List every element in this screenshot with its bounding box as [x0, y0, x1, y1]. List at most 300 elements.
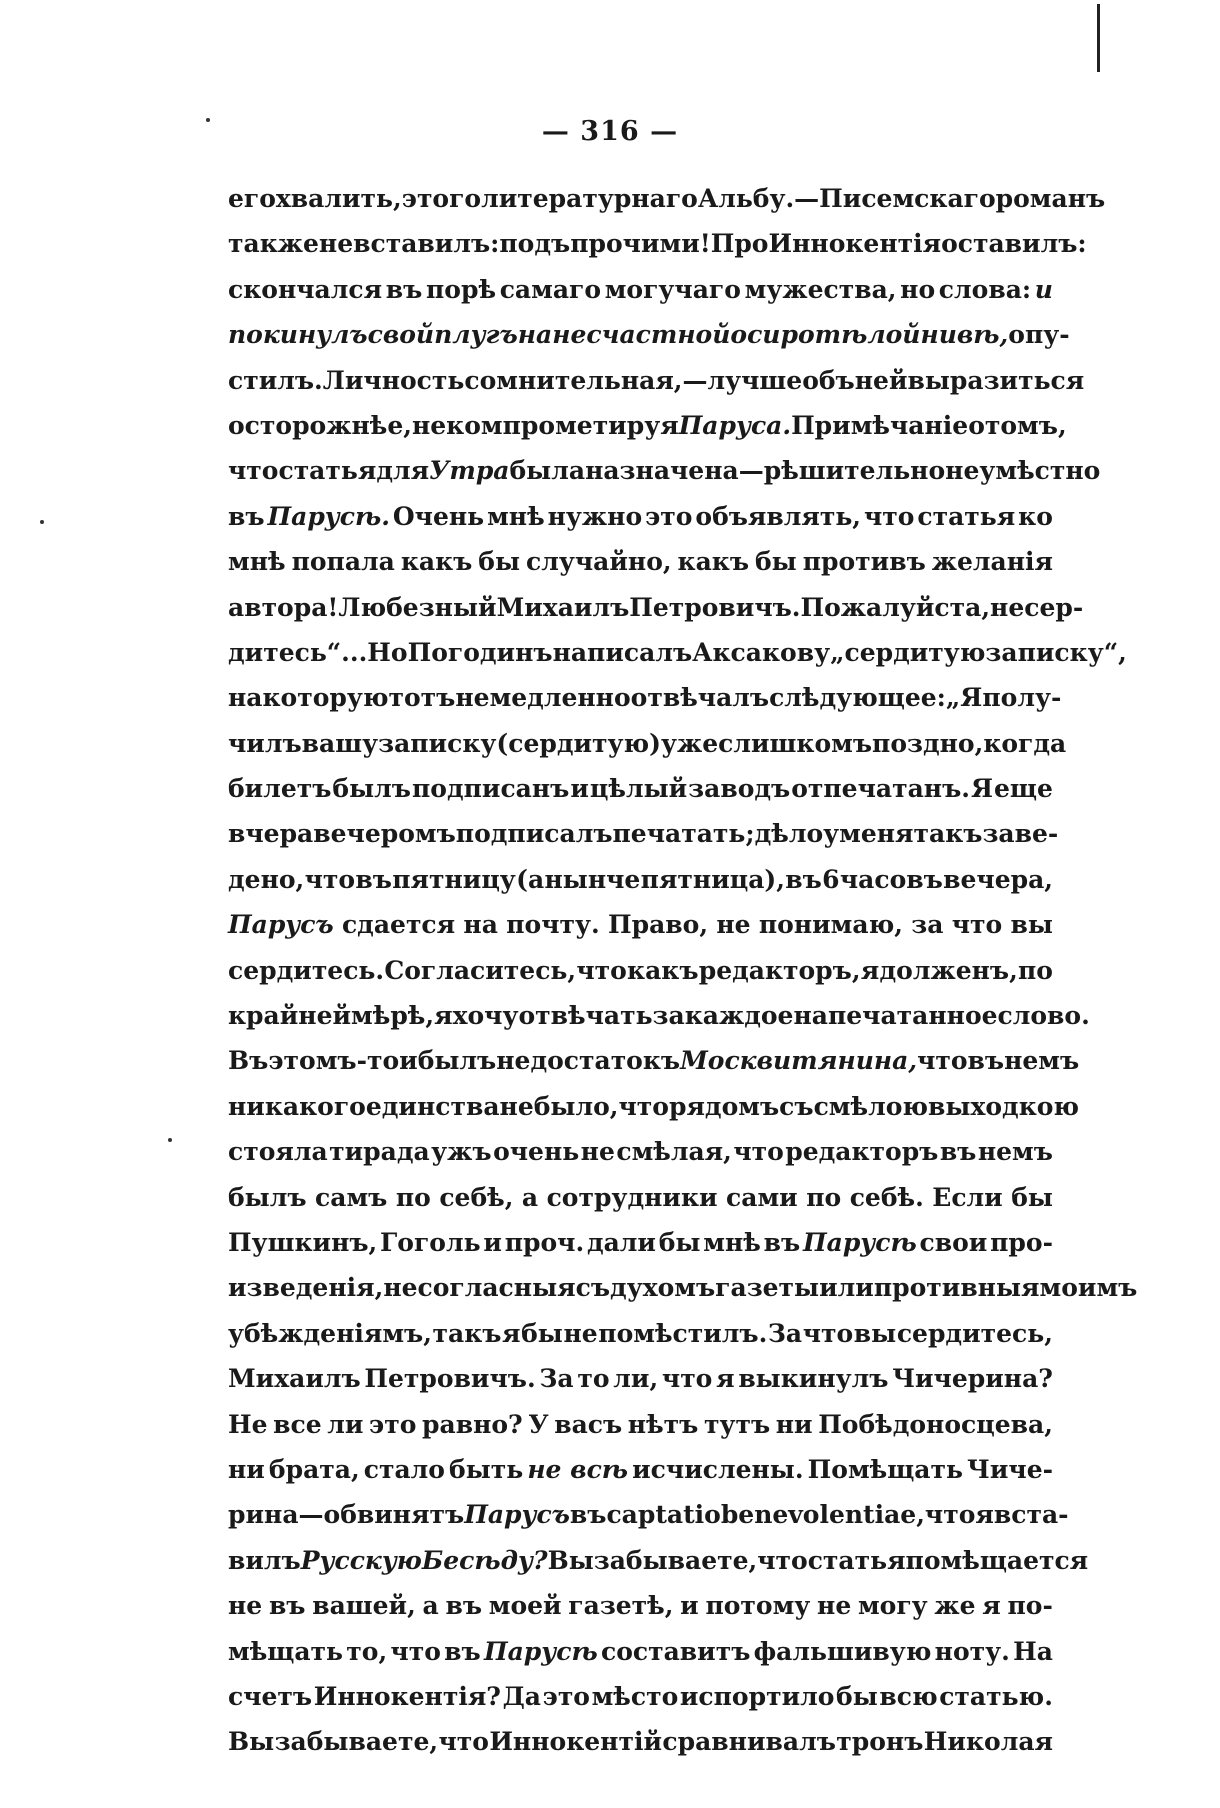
word: смѣлая, [616, 1137, 732, 1167]
word: въ [385, 274, 423, 304]
word: очень [493, 1137, 580, 1167]
word: въ [785, 864, 822, 894]
word: что [390, 1636, 441, 1666]
word: мнѣ [228, 547, 286, 577]
word: стояла [228, 1137, 328, 1167]
word: слово. [997, 1001, 1090, 1031]
word: я [502, 1318, 521, 1348]
word: что [733, 1137, 784, 1167]
word: такъ [913, 819, 983, 849]
word: составитъ [600, 1636, 751, 1666]
word: бы [836, 1681, 878, 1711]
word: была [509, 456, 586, 486]
word: заводъ [688, 774, 791, 804]
word: Погодинъ [407, 637, 553, 667]
word: печатать; [612, 819, 755, 849]
word: то, [346, 1636, 388, 1666]
word: понимаю, [758, 910, 903, 940]
scan-edge-mark [1097, 4, 1100, 72]
word: и [483, 1227, 502, 1257]
word: тутъ [703, 1409, 771, 1439]
word: Петровичъ. [629, 592, 801, 622]
word: За [539, 1364, 574, 1394]
word: тирада [329, 1137, 430, 1167]
word: Парусъ [464, 1500, 570, 1530]
word: и [399, 1046, 418, 1076]
word: я [434, 1001, 453, 1031]
word: могучаго [604, 274, 741, 304]
word: стало [363, 1454, 445, 1484]
word: Парусѣ. [267, 501, 390, 531]
word: Пушкинъ, [228, 1227, 378, 1257]
word: противъ [802, 547, 926, 577]
body-text [228, 184, 1138, 1773]
word: долженъ, [879, 955, 1018, 985]
word: (сердитую) [496, 728, 661, 758]
word: и [1034, 274, 1053, 304]
word: бы [755, 547, 797, 577]
word: вы [853, 1318, 897, 1348]
text-line [228, 1046, 1080, 1091]
word: нѣтъ [627, 1409, 699, 1439]
word: какъ [400, 547, 473, 577]
word: мнѣ [703, 1227, 761, 1257]
word: выразиться [907, 365, 1085, 395]
word: желанія [931, 547, 1053, 577]
word: не [228, 1591, 263, 1621]
word: написалъ [552, 637, 693, 667]
word: или [819, 1273, 874, 1303]
word: компрометируя [446, 410, 679, 440]
word: по [806, 1182, 842, 1212]
word: газеты [715, 1273, 820, 1303]
text-line [228, 683, 1062, 728]
word: по [1018, 955, 1053, 985]
word: смѣлою [813, 1091, 929, 1121]
word: Иннокентій [489, 1727, 662, 1757]
text-line [228, 728, 1067, 774]
word: вашу [301, 728, 379, 758]
text-line [228, 1228, 1053, 1273]
word: крайней [228, 1001, 352, 1031]
word: самъ [315, 1182, 388, 1212]
word: брата, [268, 1454, 360, 1484]
word: что [618, 1091, 669, 1121]
word: на [517, 320, 553, 350]
word: этого [401, 184, 482, 213]
word: уже [661, 728, 719, 758]
word: въ [268, 1591, 306, 1621]
text-line [228, 456, 1101, 501]
word: Пожалуйста, [800, 592, 991, 622]
word: хочу [452, 1001, 519, 1031]
word: все [273, 1409, 322, 1439]
word: свои [919, 1227, 988, 1257]
word: Михаилъ [228, 1364, 361, 1394]
word: выкинулъ [738, 1364, 889, 1394]
word: прочими! [570, 229, 711, 259]
word: въ [445, 1591, 483, 1621]
word: Николая [923, 1727, 1053, 1757]
text-line [228, 910, 1053, 955]
word: что [951, 910, 1003, 940]
word: про- [990, 1227, 1053, 1257]
word: дали [586, 1227, 656, 1257]
word: осторожнѣе, [228, 410, 412, 440]
word: Вы [228, 1727, 275, 1757]
word: осиротѣлой [730, 320, 921, 350]
word: Право, [608, 910, 709, 940]
word: убѣжденіямъ, [228, 1318, 432, 1348]
word: равно? [422, 1409, 523, 1439]
word: свой [367, 320, 435, 350]
word: Помѣщать [807, 1454, 963, 1484]
word: что [917, 1046, 968, 1076]
word: также [228, 229, 319, 259]
word: Гоголь [380, 1227, 481, 1257]
word: почту. [506, 910, 600, 940]
word: въ [763, 1227, 801, 1257]
word: мѣрѣ, [351, 1001, 435, 1031]
word: въ [939, 1137, 977, 1167]
word: полу- [982, 683, 1062, 713]
word: то [577, 1364, 610, 1394]
word: сотрудники [546, 1182, 718, 1212]
text-line [228, 1637, 1053, 1682]
text-line [228, 1091, 1080, 1137]
word: подписалъ [455, 819, 613, 849]
word: автора! [228, 592, 339, 622]
word: что [438, 1727, 489, 1757]
word: назначена—рѣшительно [585, 456, 946, 486]
word: что [757, 1545, 808, 1575]
word: пятница), [640, 864, 785, 894]
word: Про [710, 229, 769, 259]
word: бы [658, 1227, 701, 1257]
word: captatio [606, 1500, 721, 1530]
word: же [934, 1591, 976, 1621]
word: Примѣчаніе [791, 410, 969, 440]
word: У [528, 1409, 549, 1439]
word: вилъ [228, 1545, 301, 1575]
word: сер- [1024, 592, 1084, 622]
word: на [463, 910, 498, 940]
word: опу- [1008, 320, 1070, 350]
word: мужества, [744, 274, 897, 304]
word: романъ [995, 184, 1106, 213]
word: самаго [499, 274, 602, 304]
word: немъ [977, 1137, 1053, 1167]
text-line [228, 637, 1127, 683]
word: ни [775, 1409, 813, 1439]
word: помѣстилъ. [598, 1318, 768, 1348]
word: сами [726, 1182, 798, 1212]
word: дѣло [754, 819, 824, 849]
text-line [228, 1410, 1053, 1455]
word: отпечатанъ. [791, 774, 970, 804]
word: которую [262, 683, 389, 713]
word: въ [444, 1636, 481, 1666]
word: сравнивалъ [662, 1727, 836, 1757]
word: Русскую [300, 1545, 422, 1575]
word: статью. [939, 1681, 1053, 1711]
word: какъ [627, 955, 699, 985]
word: (а [516, 864, 545, 894]
word: сердитесь, [896, 1318, 1053, 1348]
word: за [652, 1001, 685, 1031]
word: что [304, 864, 356, 894]
word: былъ [332, 774, 411, 804]
word: случайно, [526, 547, 672, 577]
text-line [228, 1137, 1053, 1182]
word: вчера [228, 819, 314, 849]
text-line [228, 1319, 1053, 1364]
word: ужъ [431, 1137, 492, 1167]
word: вставилъ: [353, 229, 500, 259]
word: могу [857, 1591, 928, 1621]
word: исчислены. [632, 1454, 804, 1484]
word: напечатанное [793, 1001, 998, 1031]
word: дено, [228, 864, 305, 894]
word: Не [228, 1409, 268, 1439]
word: редакторъ, [698, 955, 861, 985]
word: скончался [228, 274, 383, 304]
word: нынче [544, 864, 641, 894]
word: въ [569, 1500, 607, 1530]
word: ли [327, 1409, 364, 1439]
text-line [228, 365, 1085, 411]
text-line [228, 1545, 1089, 1591]
word: а [422, 1591, 439, 1621]
word: Я [970, 774, 994, 804]
text-line [228, 865, 1053, 910]
word: изведенія, [228, 1273, 384, 1303]
word: помѣщается [905, 1545, 1089, 1575]
word: порѣ [425, 274, 497, 304]
word: это [369, 1409, 417, 1439]
word: немъ [1004, 1046, 1080, 1076]
word: не [411, 410, 447, 440]
word: я [860, 955, 880, 985]
word: это [645, 501, 693, 531]
word: газетѣ, [568, 1591, 674, 1621]
word: „сердитую [830, 637, 986, 667]
word: что [228, 456, 279, 486]
word: подписанъ [411, 774, 570, 804]
word: рина—обвинятъ [228, 1500, 465, 1530]
word: слишкомъ [718, 728, 873, 758]
word: испортило [679, 1681, 835, 1711]
word: немедленно [455, 683, 631, 713]
word: о [968, 410, 985, 440]
text-line [228, 1001, 1090, 1046]
word: не [580, 1137, 615, 1167]
word: На [1013, 1636, 1053, 1666]
word: недостатокъ [496, 1046, 681, 1076]
word: былъ [228, 1182, 307, 1212]
word: когда [983, 728, 1067, 758]
word: всю [879, 1681, 938, 1711]
word: фальшивую [753, 1636, 932, 1666]
word: я [716, 1364, 735, 1394]
word: хвалить, [275, 184, 402, 213]
word: Въ [228, 1046, 269, 1076]
word: Вы [547, 1545, 594, 1575]
word: забываете, [274, 1727, 439, 1757]
text-line [228, 774, 1053, 819]
word: томъ, [984, 410, 1067, 440]
word: часовъ [839, 864, 943, 894]
word: въ [228, 501, 265, 531]
word: статья [917, 501, 1016, 531]
word: заве- [982, 819, 1059, 849]
word: слова: [938, 274, 1032, 304]
word: я [975, 1500, 994, 1530]
word: въ [967, 1046, 1005, 1076]
word: бы [478, 547, 521, 577]
word: такъ [432, 1318, 502, 1348]
word: за [911, 910, 944, 940]
word: плугъ [434, 320, 518, 350]
word: себѣ. [849, 1182, 924, 1212]
text-line [228, 184, 1106, 229]
word: въ [355, 864, 392, 894]
word: меня [839, 819, 914, 849]
word: Петровичъ. [364, 1364, 536, 1394]
word: ли, [613, 1364, 659, 1394]
word: Иннокентія [768, 229, 942, 259]
word: вашей, [312, 1591, 416, 1621]
word: Бесѣду? [421, 1545, 548, 1575]
word: мнѣ [487, 501, 545, 531]
word: быть [449, 1454, 524, 1484]
text-line [228, 320, 1070, 365]
word: пятницу [392, 864, 516, 894]
text-line [228, 547, 1053, 592]
word: сдается [341, 910, 456, 940]
word: ни [228, 1454, 265, 1484]
word: у [823, 819, 840, 849]
word: что [661, 1364, 713, 1394]
word: вы [1010, 910, 1053, 940]
word: нивѣ, [920, 320, 1009, 350]
text-line [228, 1682, 1053, 1727]
word: мѣщать [228, 1636, 344, 1666]
word: benevolentiae, [720, 1500, 925, 1530]
word: какъ [677, 547, 750, 577]
word: не [716, 910, 751, 940]
word: себѣ, [439, 1182, 514, 1212]
word: цѣлый [589, 774, 688, 804]
word: тотъ [388, 683, 456, 713]
word: попала [291, 547, 395, 577]
word: это [542, 1681, 590, 1711]
text-line [228, 229, 1087, 274]
word: ней [854, 365, 908, 395]
word: моимъ [1039, 1273, 1138, 1303]
text-line [228, 1273, 1138, 1318]
word: мѣсто [591, 1681, 679, 1711]
word: бы [1011, 1182, 1053, 1212]
word: чилъ [228, 728, 302, 758]
word: выходкою [928, 1091, 1080, 1121]
word: и [680, 1591, 699, 1621]
word: Парусѣ [483, 1636, 598, 1666]
word: Да [502, 1681, 541, 1711]
word: вечера, [943, 864, 1053, 894]
word: Паруса. [678, 410, 792, 440]
word: покинулъ [228, 320, 368, 350]
word: Личность [322, 365, 465, 395]
word: что [802, 1318, 854, 1348]
word: Побѣдоносцева, [818, 1409, 1053, 1439]
text-line [228, 592, 1084, 638]
word: Аксакову [692, 637, 831, 667]
word: Очень [392, 501, 485, 531]
word: что [576, 955, 627, 985]
word: объ [802, 365, 855, 395]
word: вста- [993, 1500, 1069, 1530]
word: поздно, [872, 728, 984, 758]
page-number: — 316 — [541, 116, 679, 147]
word: Любезный [338, 592, 497, 622]
word: записку [378, 728, 497, 758]
word: объявлять, [695, 501, 862, 531]
word: Иннокентія? [313, 1681, 501, 1711]
word: Москвитянина, [680, 1046, 918, 1076]
text-line [228, 1591, 1053, 1636]
text-line [228, 410, 1067, 456]
word: этомъ-то [268, 1046, 400, 1076]
word: Чичерина? [892, 1364, 1053, 1394]
word: съ [575, 1273, 611, 1303]
word: по [395, 1182, 431, 1212]
word: противныя [873, 1273, 1040, 1303]
text-line [228, 1455, 1053, 1500]
word: я [982, 1591, 1001, 1621]
word: Но [367, 637, 408, 667]
word: литературнаго [481, 184, 698, 213]
word: потому [705, 1591, 811, 1621]
word: записку“, [985, 637, 1127, 667]
word: Согласитесь, [384, 955, 577, 985]
word: не всѣ [527, 1454, 629, 1484]
word: проч. [504, 1227, 585, 1257]
word: отвѣчалъ [630, 683, 770, 713]
word: моей [488, 1591, 562, 1621]
word: по- [1007, 1591, 1053, 1621]
word: слѣдующее: [769, 683, 946, 713]
word: не [499, 1091, 534, 1121]
word: неумѣстно [945, 456, 1101, 486]
word: подъ [499, 229, 571, 259]
word: дитесь“... [228, 637, 368, 667]
word: статья [807, 1545, 906, 1575]
word: Михаилъ [496, 592, 630, 622]
word: ко [1018, 501, 1053, 531]
word: тронъ [836, 1727, 924, 1757]
word: билетъ [228, 774, 332, 804]
word: оставилъ: [941, 229, 1087, 259]
word: Утра [429, 456, 510, 486]
text-line [228, 819, 1059, 864]
word: на [228, 683, 263, 713]
word: было, [533, 1091, 619, 1121]
word: что [924, 1500, 976, 1530]
word: духомъ [610, 1273, 716, 1303]
word: сомнительная,—лучше [464, 365, 803, 395]
text-line [228, 1500, 1069, 1545]
